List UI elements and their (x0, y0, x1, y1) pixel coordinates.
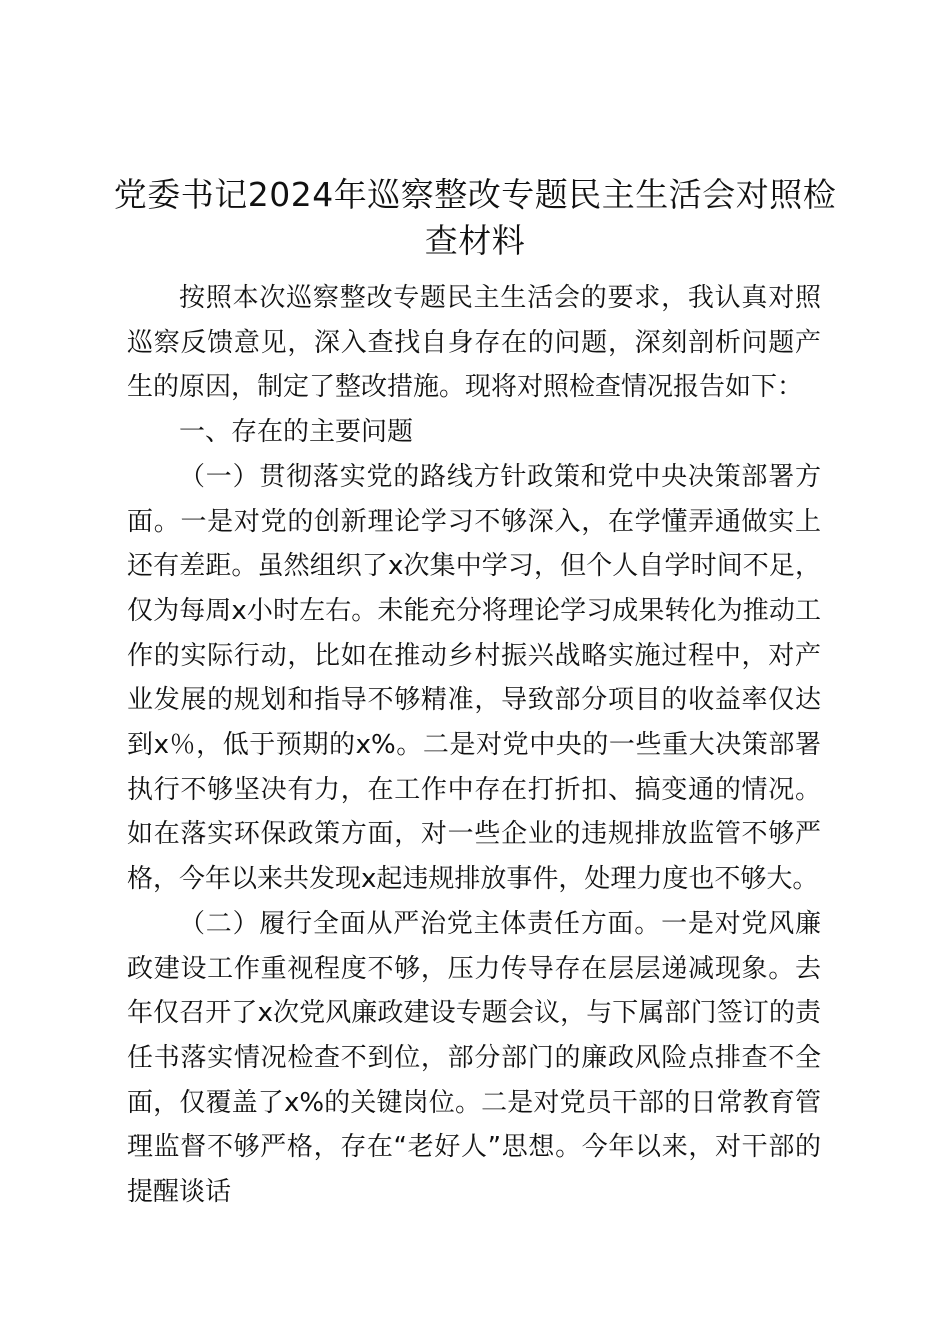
body-paragraph: （二）履行全面从严治党主体责任方面。一是对党风廉政建设工作重视程度不够，压力传导存在层层递减现象。去年仅召开了x次党风廉政建设专题会议，与下属部门签订的责任书落实情况检查不到位，部分部门的廉政风险点排查不全面，仅覆盖了x%的关键岗位。二是对党员干部的日常教育管理监督不够严格，存在“老好人”思想。今年以来，对干部的提醒谈话 (127, 908, 821, 1208)
document-body (127, 276, 821, 1215)
body-paragraph: （一）贯彻落实党的路线方针政策和党中央决策部署方面。一是对党的创新理论学习不够深入，在学懂弄通做实上还有差距。虽然组织了x次集中学习，但个人自学时间不足，仅为每周x小时左右。未能充分将理论学习成果转化为推动工作的实际行动，比如在推动乡村振兴战略实施过程中，对产业发展的规划和指导不够精准，导致部分项目的收益率仅达到x％，低于预期的x%。二是对党中央的一些重大决策部署执行不够坚决有力，在工作中存在打折扣、搞变通的情况。如在落实环保政策方面，对一些企业的违规排放监管不够严格，今年以来共发现x起违规排放事件，处理力度也不够大。 (127, 461, 821, 895)
document-title: 党委书记2024年巡察整改专题民主生活会对照检查材料 (113, 175, 837, 260)
intro-paragraph: 按照本次巡察整改专题民主生活会的要求，我认真对照巡察反馈意见，深入查找自身存在的问题，深刻剖析问题产生的原因，制定了整改措施。现将对照检查情况报告如下： (127, 283, 821, 403)
section-heading: 一、存在的主要问题 (179, 417, 414, 448)
